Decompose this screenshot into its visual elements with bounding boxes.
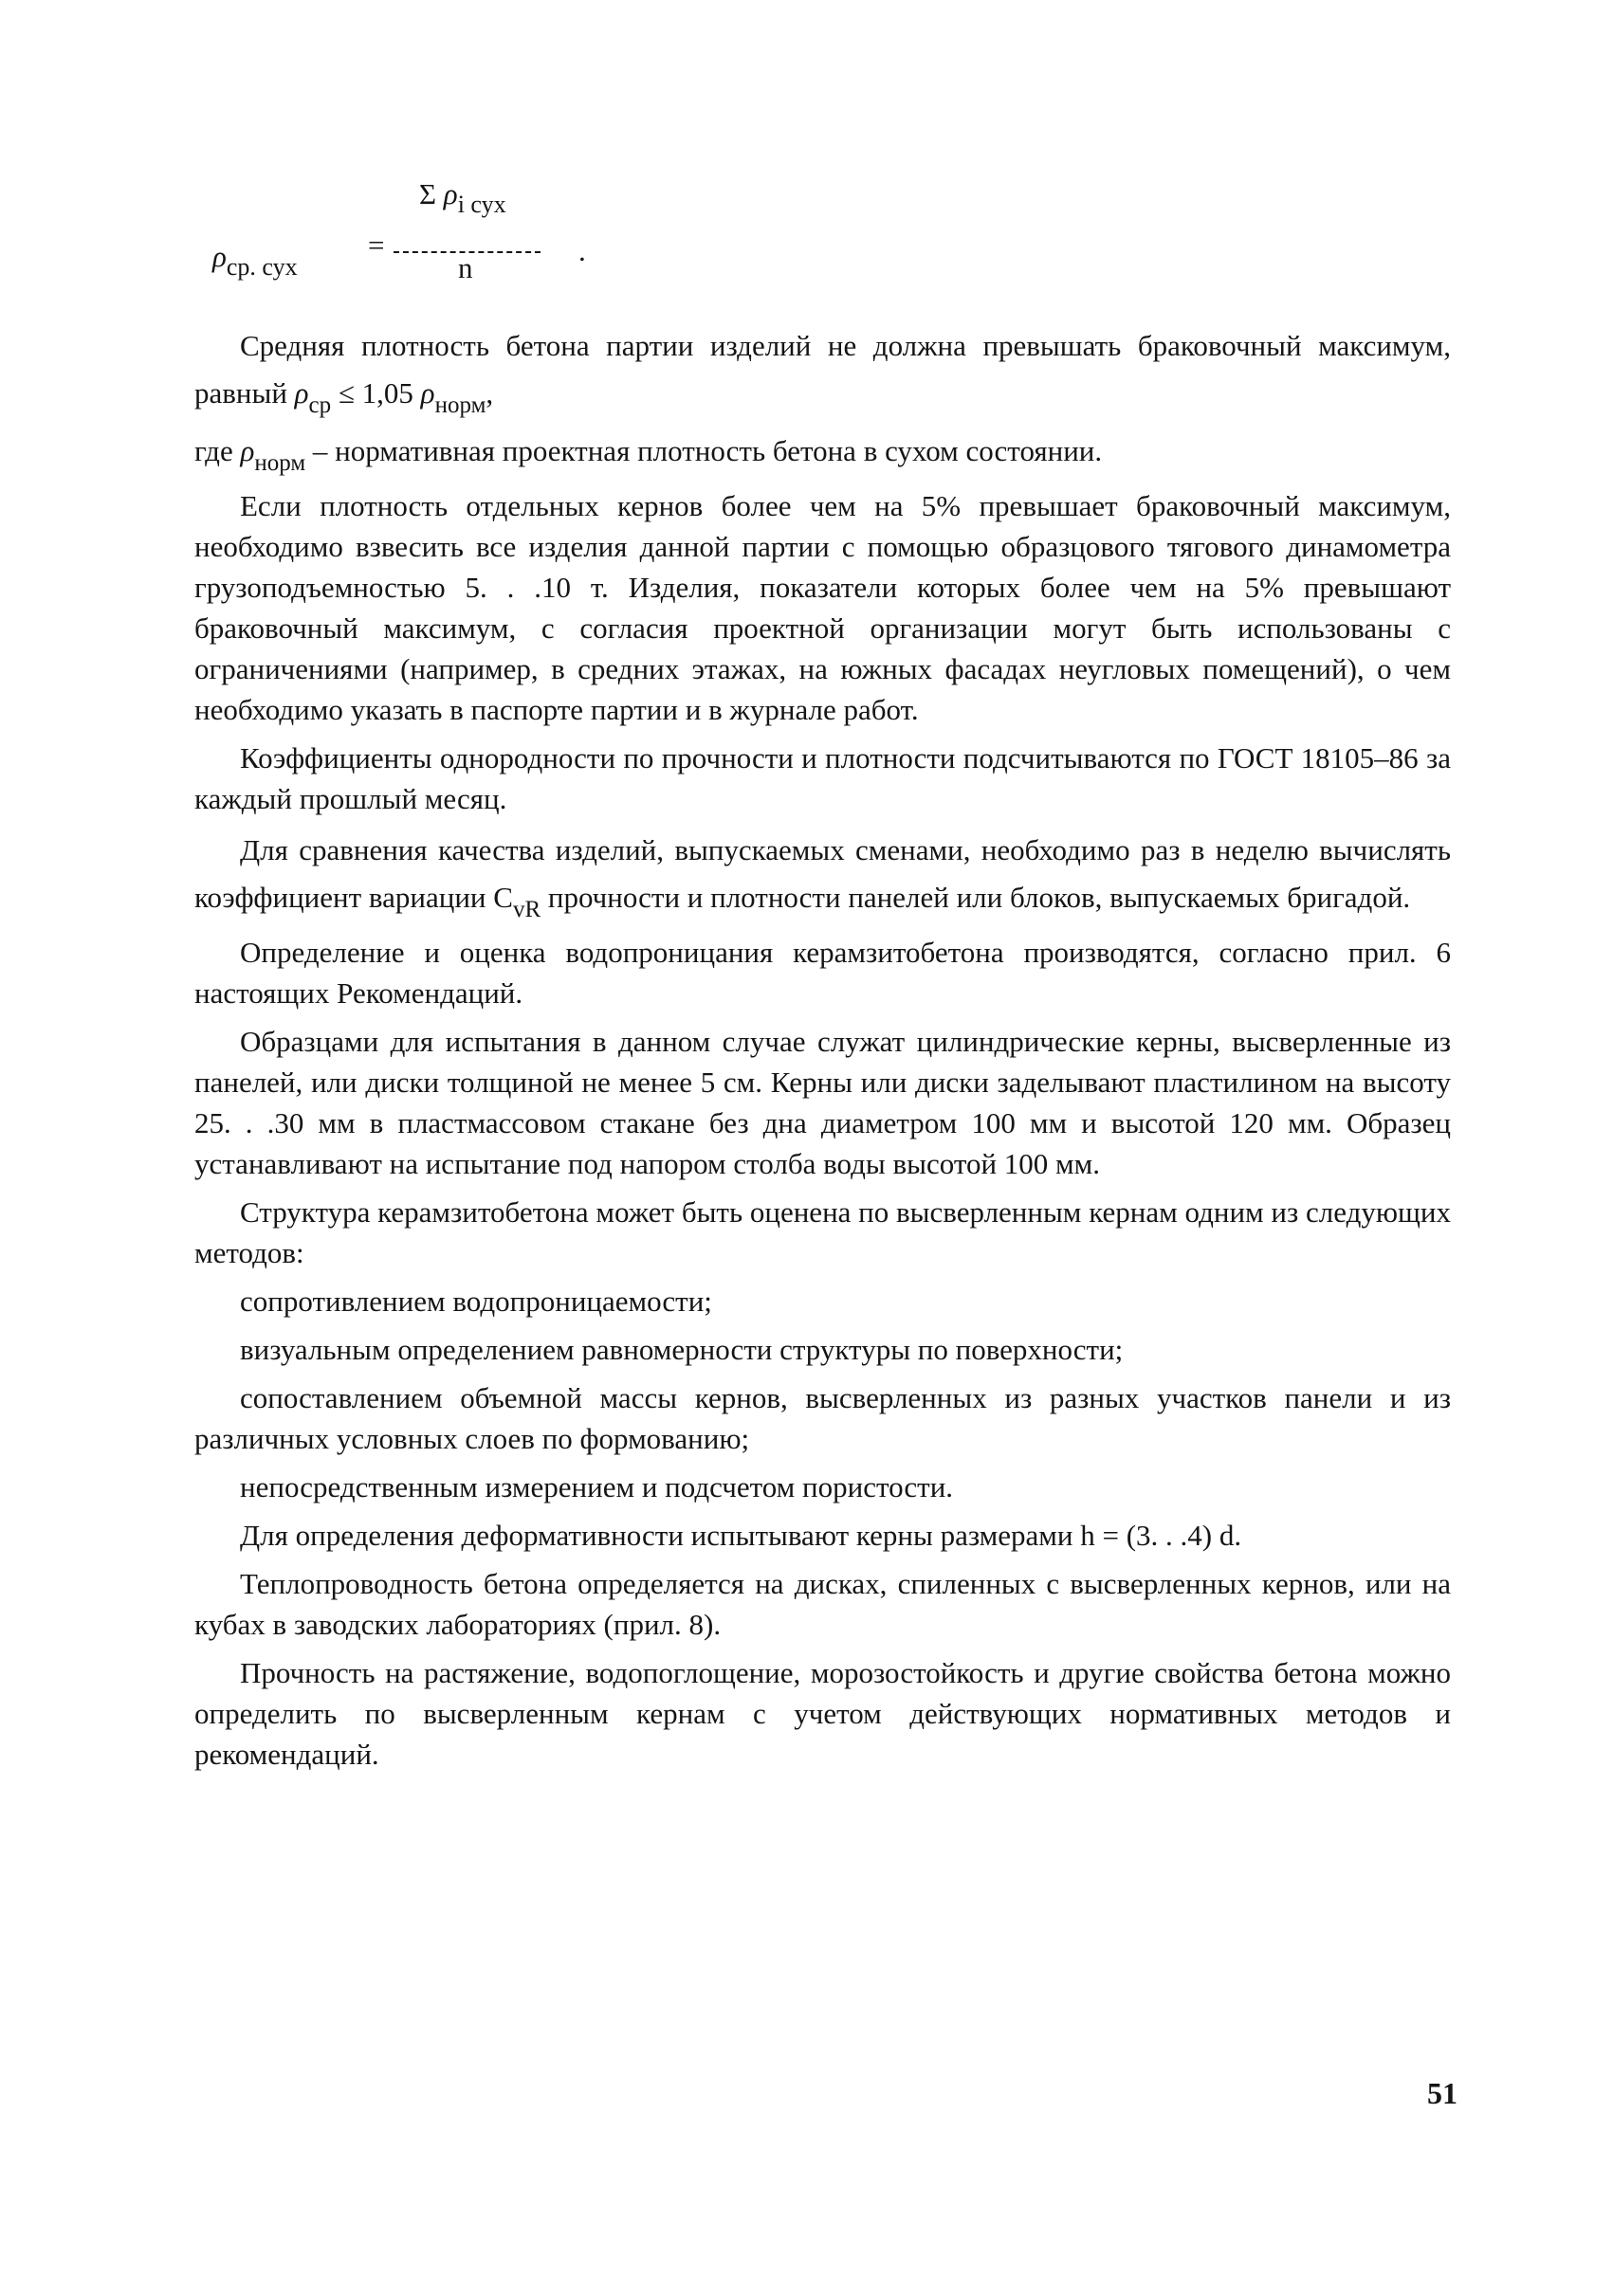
formula-equals: = — [368, 228, 385, 262]
body-text — [194, 322, 1451, 1782]
paragraph: где $\rho_{норм}$ – нормативная проектная плотность бетона в сухом состоянии. — [194, 434, 1103, 476]
list-item: непосредственным измерением и подсчетом пористости. — [240, 1470, 954, 1503]
list-item: визуальным определением равномерности структуры по поверхности; — [240, 1333, 1124, 1366]
formula-denominator: n — [458, 251, 473, 284]
formula-period: . — [578, 234, 586, 267]
list-item: сопротивлением водопроницаемости; — [240, 1285, 712, 1318]
paragraph: Для определения деформативности испытывают керны размерами h = (3. . .4) d. — [240, 1519, 1242, 1552]
paragraph: Для сравнения качества изделий, выпускаемых сменами, необходимо раз в неделю вычислять коэффициент вариации $C_{vR}$ прочности и плотности панелей или блоков, выпускаемых бригадой. — [194, 833, 1451, 922]
paragraph: Теплопроводность бетона определяется на дисках, спиленных с высверленных кернов, или на кубах в заводских лабораториях (прил. 8). — [194, 1567, 1451, 1641]
paragraph: Прочность на растяжение, водопоглощение, морозостойкость и другие свойства бетона можно определить по высверленным кернам с учетом действующих нормативных методов и рекомендаций. — [194, 1656, 1451, 1771]
list-item: сопоставлением объемной массы кернов, высверленных из разных участков панели и из различных условных слоев по формованию; — [194, 1381, 1451, 1455]
paragraph: Образцами для испытания в данном случае служат цилиндрические керны, высверленные из панелей, или диски толщиной не менее 5 см. Керны или диски заделывают пластилином на высоту 25. . .30 мм в пластмассовом стакане без дна диаметром 100 мм и высотой 120 мм. Образец устанавливают на испытание под напором столба воды высотой 100 мм. — [194, 1025, 1451, 1180]
paragraph: Средняя плотность бетона партии изделий не должна превышать браковочный максимум, равный $\rho_{ср} \le 1,05$ $\rho_{норм}$, — [194, 329, 1451, 418]
formula-lhs: $\rho_{ср. сух}$ — [212, 240, 298, 281]
paragraph: Если плотность отдельных кернов более чем на 5% превышает браковочный максимум, необходимо взвесить все изделия данной партии с помощью образцового тягового динамометра грузоподъемностью 5. . .10 т. Изделия, показатели которых более чем на 5% превышают браковочный максимум, с согласия проектной организации могут быть использованы с ограничениями (например, в средних этажах, на южных фасадах неугловых помещений), о чем необходимо указать в паспорте партии и в журнале работ. — [194, 489, 1451, 726]
density-formula — [199, 166, 597, 299]
paragraph: Коэффициенты однородности по прочности и плотности подсчитываются по ГОСТ 18105–86 за каждый прошлый месяц. — [194, 741, 1451, 815]
paragraph: Структура керамзитобетона может быть оценена по высверленным кернам одним из следующих методов: — [194, 1195, 1451, 1269]
paragraph: Определение и оценка водопроницания керамзитобетона производятся, согласно прил. 6 настоящих Рекомендаций. — [194, 936, 1451, 1010]
formula-numerator: Σ $\rho_{i сух}$ — [419, 177, 506, 218]
page-number: 51 — [1427, 2076, 1457, 2110]
